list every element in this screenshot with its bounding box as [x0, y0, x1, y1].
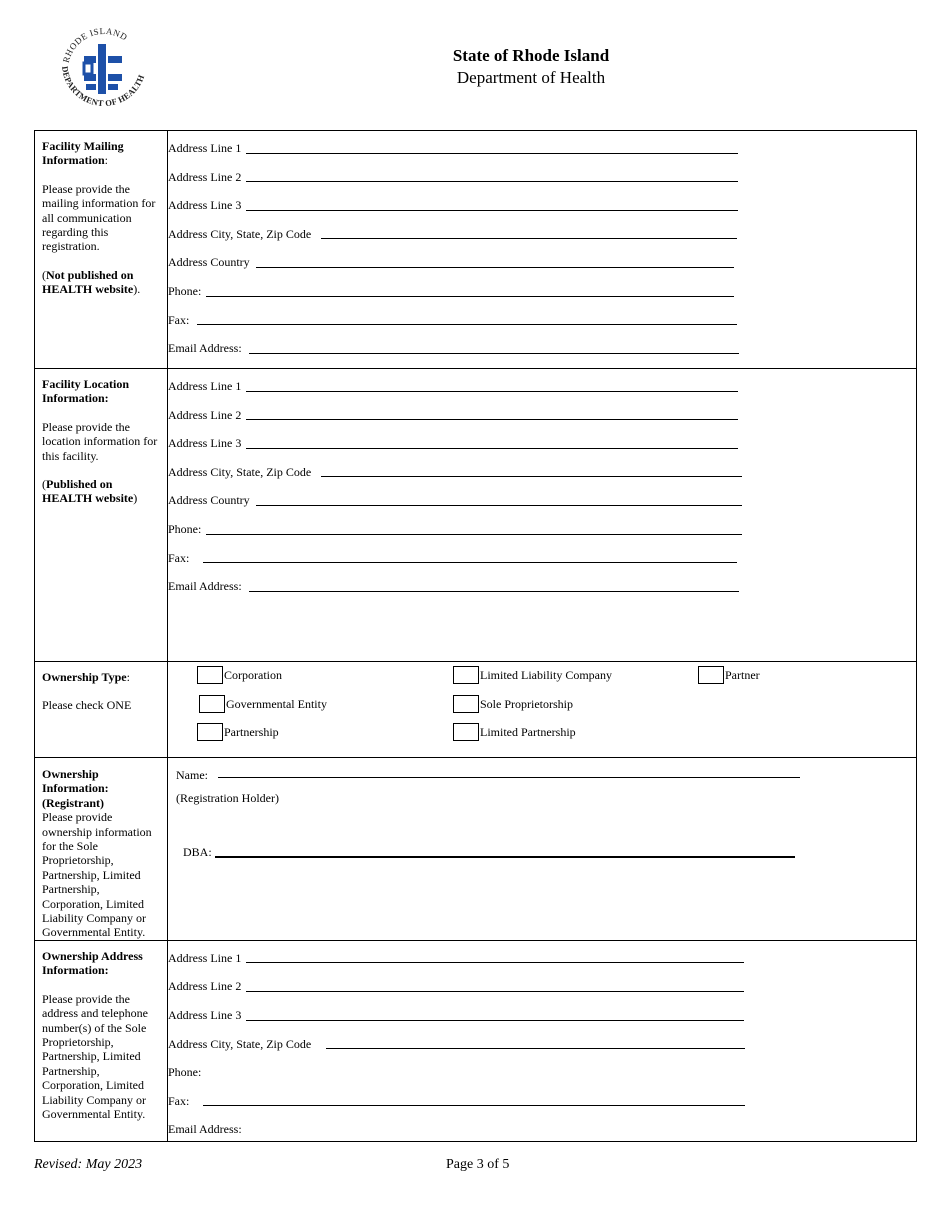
input-line[interactable] — [249, 1141, 739, 1142]
page-number: Page 3 of 5 — [446, 1157, 510, 1172]
checkbox[interactable] — [698, 666, 724, 684]
location-heading: Facility Location Information: — [42, 377, 129, 406]
location-address-line-1-field[interactable]: Address Line 1 — [168, 369, 916, 398]
option-limited-liability-company[interactable]: Limited Liability Company — [453, 666, 612, 684]
mailing-heading-2: Information — [42, 153, 105, 168]
registration-form-table — [34, 130, 917, 1142]
input-line[interactable] — [206, 534, 742, 535]
owner-address-line-3-field[interactable]: Address Line 3 — [168, 998, 916, 1027]
input-line[interactable] — [246, 391, 738, 392]
svg-text:RHODE ISLAND: RHODE ISLAND — [60, 25, 130, 64]
location-label-cell: Facility Location Information: Please provide the location information for this facility. (Published on HEALTH website) — [35, 369, 168, 662]
ownership-type-label-cell: Ownership Type: Please check ONE — [35, 662, 168, 758]
owner-address-line-2-field[interactable]: Address Line 2 — [168, 969, 916, 998]
input-line[interactable] — [197, 324, 737, 325]
owner-address-description: Please provide the address and telephone number(s) of the Sole Proprietorship, Partnership, Limited Partnership, Corporation, Limited Liability Company or Governmental Entity. — [42, 991, 148, 1121]
page-title: State of Rhode Island — [452, 46, 610, 65]
ownership-type-section — [35, 662, 917, 758]
input-line[interactable] — [246, 991, 744, 992]
option-governmental-entity[interactable]: Governmental Entity — [199, 695, 327, 713]
checkbox[interactable] — [197, 723, 223, 741]
mailing-address-line-2-field[interactable]: Address Line 2 — [168, 160, 916, 189]
ownership-type-heading: Ownership Type — [42, 670, 127, 684]
mailing-address-line-1-field[interactable]: Address Line 1 — [168, 131, 916, 160]
owner-phone-field[interactable]: Phone: — [168, 1065, 202, 1080]
name-label: Name: — [176, 768, 208, 782]
location-fields-cell — [168, 369, 917, 662]
facility-mailing-section — [35, 131, 917, 369]
registrant-fields-cell — [168, 758, 917, 941]
owner-address-fields-cell — [168, 940, 917, 1141]
input-line[interactable] — [203, 1105, 745, 1106]
checkbox[interactable] — [453, 666, 479, 684]
checkbox[interactable] — [453, 723, 479, 741]
checkbox[interactable] — [453, 695, 479, 713]
mailing-address-line-3-field[interactable]: Address Line 3 — [168, 188, 916, 217]
input-line[interactable] — [256, 267, 734, 268]
mailing-description: Please provide the mailing information for all communication regarding this registration. — [42, 181, 156, 254]
owner-fax-field[interactable]: Fax: — [168, 1084, 916, 1113]
rhode-island-health-seal — [56, 24, 152, 114]
option-partnership[interactable]: Partnership — [197, 723, 279, 741]
registrant-description: Please provide ownership information for the Sole Proprietorship, Partnership, Limited Partnership, Corporation, Limited Liability Company or Governmental Entity. — [42, 810, 152, 940]
registration-holder-note: (Registration Holder) — [176, 791, 279, 805]
registrant-heading: Ownership Information: (Registrant) — [42, 767, 109, 810]
location-fax-field[interactable]: Fax: — [168, 541, 916, 570]
mailing-fields-cell — [168, 131, 917, 369]
location-phone-field[interactable]: Phone: — [168, 512, 916, 541]
facility-location-section — [35, 369, 917, 662]
registrant-label-cell — [35, 758, 168, 941]
location-email-field[interactable]: Email Address: — [168, 569, 916, 598]
svg-text:DEPARTMENT OF HEALTH: DEPARTMENT OF HEALTH — [59, 65, 147, 109]
mailing-phone-field[interactable]: Phone: — [168, 274, 916, 303]
revision-date: Revised: May 2023 — [34, 1157, 143, 1172]
ownership-information-section — [35, 758, 917, 941]
mailing-heading: Facility Mailing — [42, 139, 124, 153]
input-line[interactable] — [249, 591, 739, 592]
owner-address-heading: Ownership Address Information: — [42, 948, 143, 978]
owner-email-field[interactable]: Email Address: — [168, 1112, 916, 1141]
location-address-line-2-field[interactable]: Address Line 2 — [168, 398, 916, 427]
location-publish-note: Published on HEALTH website — [42, 477, 134, 506]
location-description: Please provide the location information for this facility. — [42, 419, 158, 463]
input-line[interactable] — [246, 419, 738, 420]
mailing-email-field[interactable]: Email Address: — [168, 331, 916, 360]
owner-address-label-cell — [35, 940, 168, 1141]
input-line[interactable] — [256, 505, 742, 506]
input-line[interactable] — [203, 562, 737, 563]
dba-label: DBA: — [183, 845, 212, 859]
page-subtitle: Department of Health — [456, 68, 606, 87]
option-limited-partnership[interactable]: Limited Partnership — [453, 723, 576, 741]
ownership-address-section — [35, 940, 917, 1141]
input-line[interactable] — [249, 353, 739, 354]
input-line[interactable] — [246, 1020, 744, 1021]
option-partner[interactable]: Partner — [698, 666, 760, 684]
ownership-type-instruction: Please check ONE — [42, 698, 132, 713]
mailing-publish-note: Not published on HEALTH website — [42, 267, 134, 297]
mailing-fax-field[interactable]: Fax: — [168, 303, 916, 332]
input-line[interactable] — [321, 238, 737, 239]
mailing-country-field[interactable]: Address Country — [168, 245, 916, 274]
location-city-state-zip-field[interactable]: Address City, State, Zip Code — [168, 455, 916, 484]
input-line[interactable] — [246, 962, 744, 963]
input-line[interactable] — [326, 1048, 745, 1049]
checkbox[interactable] — [197, 666, 223, 684]
input-line[interactable] — [246, 448, 738, 449]
owner-address-line-1-field[interactable]: Address Line 1 — [168, 941, 916, 970]
option-corporation[interactable]: Corporation — [197, 666, 282, 684]
checkbox[interactable] — [199, 695, 225, 713]
mailing-label-cell: Facility Mailing Information: Please provide the mailing information for all communication regarding this registration. (Not published on HEALTH website). — [35, 131, 168, 369]
location-country-field[interactable]: Address Country — [168, 483, 916, 512]
option-sole-proprietorship[interactable]: Sole Proprietorship — [453, 695, 573, 713]
input-line[interactable] — [246, 210, 738, 211]
mailing-city-state-zip-field[interactable]: Address City, State, Zip Code — [168, 217, 916, 246]
ownership-type-options-cell — [168, 662, 917, 758]
name-input-line[interactable] — [218, 777, 800, 778]
owner-city-state-zip-field[interactable]: Address City, State, Zip Code — [168, 1027, 916, 1056]
input-line[interactable] — [246, 181, 738, 182]
input-line[interactable] — [246, 153, 738, 154]
location-address-line-3-field[interactable]: Address Line 3 — [168, 426, 916, 455]
input-line[interactable] — [206, 296, 734, 297]
dba-input-line[interactable] — [215, 856, 795, 858]
input-line[interactable] — [321, 476, 742, 477]
